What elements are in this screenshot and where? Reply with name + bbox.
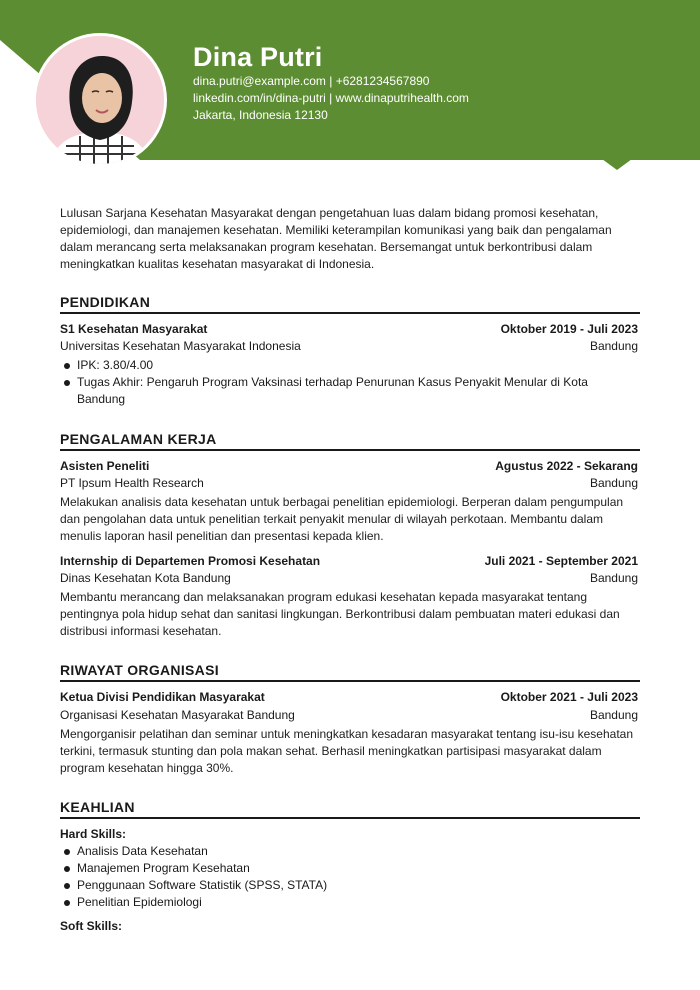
experience-dates: Juli 2021 - September 2021 — [484, 554, 638, 568]
education-bullets — [60, 357, 620, 408]
contact-address: Jakarta, Indonesia 12130 — [193, 108, 328, 122]
organization-description: Mengorganisir pelatihan dan seminar untuk meningkatkan kesadaran masyarakat tentang isu-isu kesehatan terkini, termasuk stunting dan pola makan sehat. Berhasil meningkatkan partisipasi masyarakat dalam program kesehatan hingga 30%. — [60, 727, 634, 775]
section-divider — [60, 680, 640, 682]
contact-links: linkedin.com/in/dina-putri | www.dinaputrihealth.com — [193, 91, 469, 105]
contact-email-phone: dina.putri@example.com | +6281234567890 — [193, 74, 430, 88]
header-banner — [0, 0, 700, 160]
section-divider — [60, 449, 640, 451]
hard-skills-label: Hard Skills: — [60, 827, 127, 841]
summary-text: Lulusan Sarjana Kesehatan Masyarakat dengan pengetahuan luas dalam bidang promosi kesehatan, epidemiologi, dan manajemen kesehatan. Memiliki keterampilan komunikasi yang baik dan pengalaman dalam merancang serta melaksanakan program kesehatan. Bersemangat untuk berkontribusi dalam meningkatkan kualitas kesehatan masyarakat di Indonesia. — [60, 206, 612, 271]
experience-org: Dinas Kesehatan Kota Bandung — [60, 571, 231, 585]
education-degree: S1 Kesehatan Masyarakat — [60, 322, 208, 336]
education-school: Universitas Kesehatan Masyarakat Indonesia — [60, 339, 301, 353]
section-divider — [60, 312, 640, 314]
experience-role: Internship di Departemen Promosi Kesehatan — [60, 554, 321, 568]
list-item: IPK: 3.80/4.00 — [60, 357, 620, 374]
experience-location: Bandung — [589, 476, 638, 490]
experience-dates: Agustus 2022 - Sekarang — [495, 459, 638, 473]
organization-location: Bandung — [589, 708, 638, 722]
list-item: Analisis Data Kesehatan — [60, 843, 620, 860]
section-title-education: PENDIDIKAN — [60, 294, 151, 310]
candidate-name: Dina Putri — [193, 42, 323, 72]
experience-org: PT Ipsum Health Research — [60, 476, 204, 490]
list-item: Manajemen Program Kesehatan — [60, 860, 620, 877]
education-location: Bandung — [589, 339, 638, 353]
experience-role: Asisten Peneliti — [60, 459, 150, 473]
soft-skills-label: Soft Skills: — [60, 919, 123, 933]
section-divider — [60, 817, 640, 819]
list-item: Penelitian Epidemiologi — [60, 894, 620, 911]
hard-skills-list — [60, 843, 620, 911]
header-notch — [602, 159, 632, 170]
organization-name: Organisasi Kesehatan Masyarakat Bandung — [60, 708, 295, 722]
experience-location: Bandung — [589, 571, 638, 585]
education-dates: Oktober 2019 - Juli 2023 — [500, 322, 638, 336]
experience-1-description: Melakukan analisis data kesehatan untuk berbagai penelitian epidemiologi. Berperan dalam pengumpulan dan pengolahan data untuk penelitian terkait penyakit menular di wilayah perkotaan. Membantu dalam menulis laporan hasil penelitian dan presentasi kepada klien. — [60, 495, 624, 543]
section-title-experience: PENGALAMAN KERJA — [60, 431, 217, 447]
list-item: Tugas Akhir: Pengaruh Program Vaksinasi terhadap Penurunan Kasus Penyakit Menular di Kota Bandung — [60, 374, 620, 408]
avatar-illustration — [36, 36, 164, 164]
section-title-skills: KEAHLIAN — [60, 799, 135, 815]
list-item: Penggunaan Software Statistik (SPSS, STATA) — [60, 877, 620, 894]
experience-2-description: Membantu merancang dan melaksanakan program edukasi kesehatan kepada masyarakat tentang pentingnya pola hidup sehat dan sanitasi lingkungan. Berkontribusi dalam pembuatan materi edukasi dan distribusi informasi kesehatan. — [60, 590, 620, 638]
organization-role: Ketua Divisi Pendidikan Masyarakat — [60, 690, 265, 704]
section-title-organization: RIWAYAT ORGANISASI — [60, 662, 219, 678]
profile-photo — [33, 33, 167, 167]
organization-dates: Oktober 2021 - Juli 2023 — [500, 690, 638, 704]
